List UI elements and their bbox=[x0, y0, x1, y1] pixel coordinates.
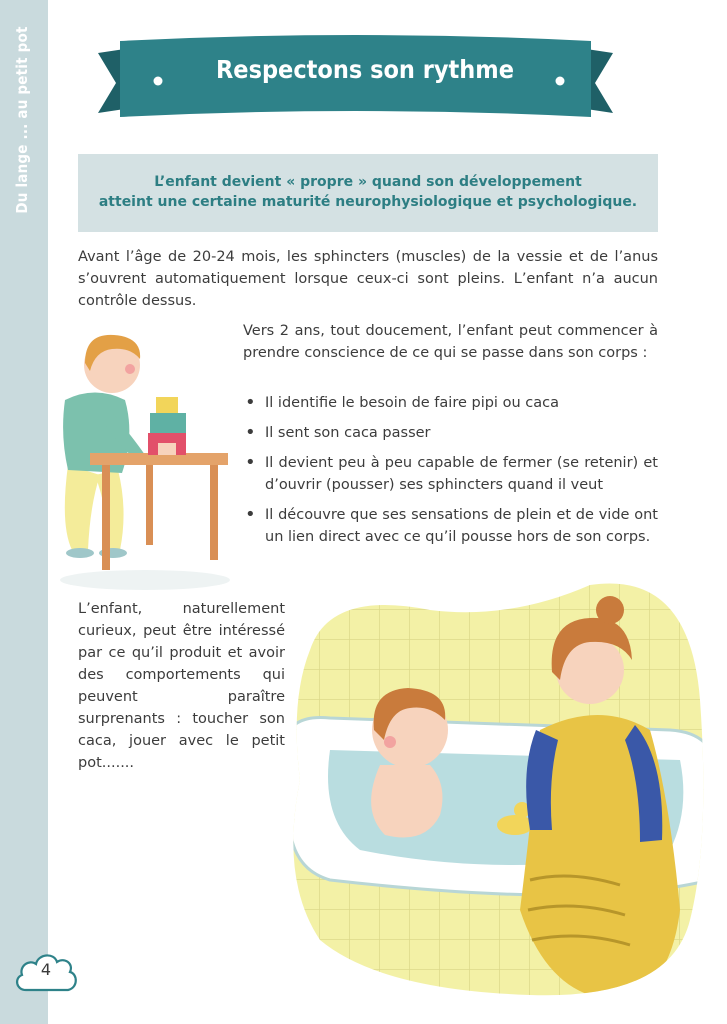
banner-dot-left bbox=[154, 77, 163, 86]
bath-illustration bbox=[290, 580, 710, 1000]
bullet-item: • Il devient peu à peu capable de fermer (se retenir) et d’ouvrir (pousser) ses sphincters quand il veut bbox=[243, 452, 658, 496]
page-number: 4 bbox=[40, 960, 52, 979]
bullet-item: • Il identifie le besoin de faire pipi ou caca bbox=[243, 392, 658, 414]
child-at-table-illustration bbox=[50, 325, 240, 595]
bullet-item: • Il découvre que ses sensations de plein et de vide ont un lien direct avec ce qu’il pousse hors de son corps. bbox=[243, 504, 658, 548]
page-title: Respectons son rythme bbox=[215, 55, 514, 84]
bullet-item: • Il sent son caca passer bbox=[243, 422, 658, 444]
paragraph-1: Avant l’âge de 20-24 mois, les sphincters (muscles) de la vessie et de l’anus s’ouvrent automatiquement lorsque ceux-ci sont pleins. L’enfant n’a aucun contrôle dessus. bbox=[78, 249, 658, 309]
intro-line-2: atteint une certaine maturité neurophysiologique et psychologique. bbox=[98, 194, 638, 210]
intro-line-1: L’enfant devient « propre » quand son développement bbox=[154, 174, 582, 190]
paragraph-2: Vers 2 ans, tout doucement, l’enfant peut commencer à prendre conscience de ce qui se passe dans son corps : bbox=[243, 323, 658, 361]
intro-text bbox=[78, 172, 658, 212]
bullet-list bbox=[243, 392, 658, 556]
paragraph-3: L’enfant, naturellement curieux, peut être intéressé par ce qu’il produit et avoir des comportements qui peuvent paraître surprenants : toucher son caca, jouer avec le petit pot....... bbox=[78, 601, 285, 771]
sidebar-title: Du lange ... au petit pot bbox=[13, 26, 31, 214]
